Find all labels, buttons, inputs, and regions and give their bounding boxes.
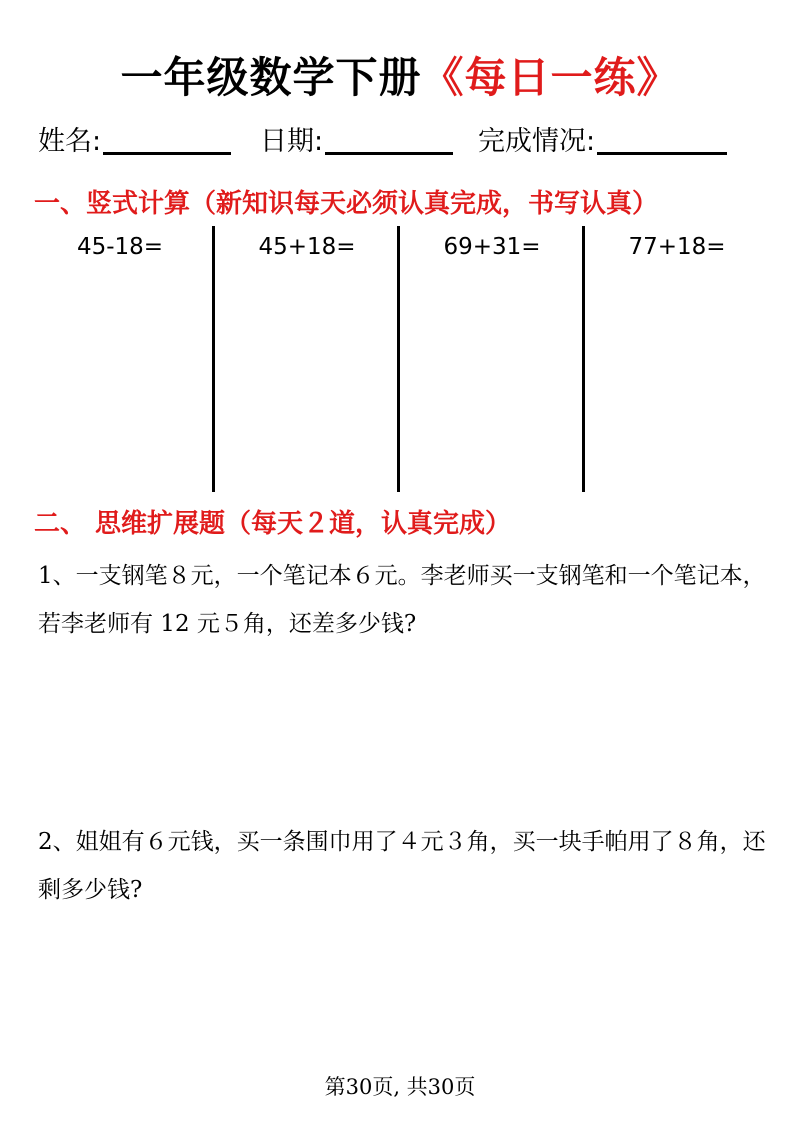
word-problem: 2、姐姐有６元钱，买一条围巾用了４元３角，买一块手帕用了８角，还剩多少钱? [38, 829, 766, 903]
page-title [0, 52, 800, 104]
page-number: 第30页, 共30页 [324, 1075, 476, 1099]
calc-column [215, 226, 399, 492]
date-label: 日期: [260, 126, 324, 157]
word-problem: 1、一支钢笔８元，一个笔记本６元。李老师买一支钢笔和一个笔记本，若李老师有 12 元５角，还差多少钱? [38, 563, 766, 637]
date-blank[interactable] [325, 122, 453, 155]
calc-problem: 77+18= [628, 234, 726, 260]
status-blank[interactable] [597, 122, 727, 155]
title-highlight: 《每日一练》 [421, 53, 680, 102]
status-label: 完成情况: [478, 126, 596, 157]
calc-column [585, 226, 769, 492]
calc-problem: 45+18= [258, 234, 356, 260]
section1-title: 一、竖式计算（新知识每天必须认真完成，书写认真） [34, 189, 659, 219]
date-field[interactable] [260, 122, 453, 162]
calc-column [400, 226, 584, 492]
name-field[interactable] [38, 122, 231, 162]
status-field[interactable] [478, 122, 727, 162]
student-info-row [38, 122, 768, 162]
name-label: 姓名: [38, 126, 102, 157]
calc-problem: 45-18= [76, 234, 164, 260]
vertical-calculation-grid [28, 226, 768, 492]
calc-problem: 69+31= [443, 234, 541, 260]
calc-column [28, 226, 212, 492]
section2-title: 二、 思维扩展题（每天２道，认真完成） [34, 509, 512, 539]
name-blank[interactable] [103, 122, 231, 155]
title-main: 一年级数学下册 [120, 53, 422, 102]
